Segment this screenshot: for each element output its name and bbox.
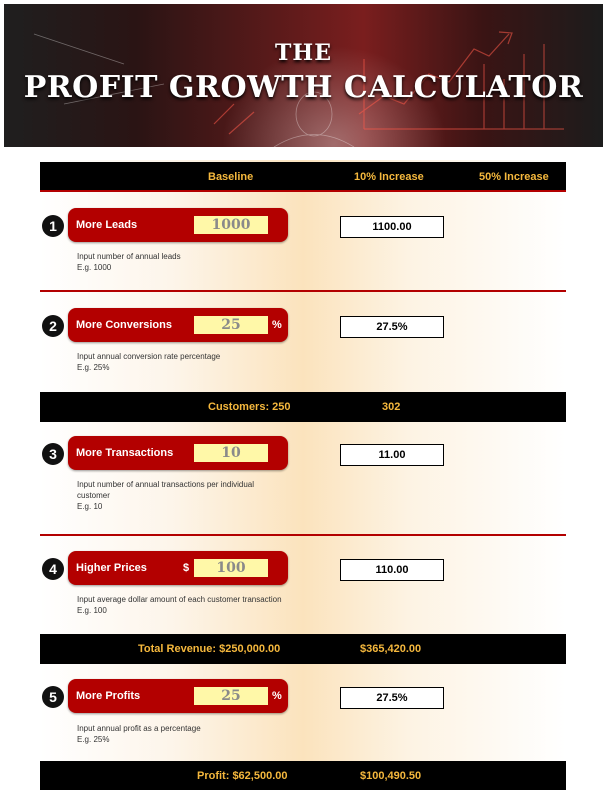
profits-help-line1: Input annual profit as a percentage — [77, 724, 201, 733]
conversions-input[interactable] — [194, 316, 268, 334]
step-number-5: 5 — [42, 686, 64, 708]
conversions-help-line2: E.g. 25% — [77, 363, 110, 372]
leads-help-line2: E.g. 1000 — [77, 263, 112, 272]
transactions-input[interactable] — [194, 444, 268, 462]
profit-baseline: Profit: $62,500.00 — [197, 769, 288, 782]
divider — [40, 290, 566, 292]
conversions-help — [77, 351, 220, 373]
header-50-increase: 50% Increase — [479, 171, 549, 183]
prices-label: Higher Prices — [76, 562, 147, 574]
conversions-percent-unit: % — [272, 319, 282, 331]
step-number-3: 3 — [42, 443, 64, 465]
profit-10-increase: $100,490.50 — [360, 769, 422, 782]
transactions-label: More Transactions — [76, 447, 174, 459]
profits-percent-unit: % — [272, 690, 282, 702]
column-header-bar — [40, 162, 566, 192]
step-number-2: 2 — [42, 315, 64, 337]
leads-input-pill — [68, 208, 288, 242]
conversions-input-pill — [68, 308, 288, 342]
header-baseline: Baseline — [208, 171, 254, 183]
prices-input-pill — [68, 551, 288, 585]
customers-total-bar — [40, 392, 566, 422]
leads-input[interactable] — [194, 216, 268, 234]
revenue-baseline: Total Revenue: $250,000.00 — [138, 643, 281, 655]
step-number-4: 4 — [42, 558, 64, 580]
conversions-help-line1: Input annual conversion rate percentage — [77, 352, 221, 361]
customers-10-increase: 302 — [382, 401, 401, 413]
revenue-total-bar — [40, 634, 566, 664]
prices-result-10: 110.00 — [340, 559, 444, 581]
prices-dollar-prefix: $ — [183, 562, 190, 574]
profit-total-bar — [40, 761, 566, 790]
conversions-label: More Conversions — [76, 319, 172, 331]
prices-input[interactable] — [194, 559, 268, 577]
revenue-10-increase: $365,420.00 — [360, 643, 422, 655]
profits-label: More Profits — [76, 690, 141, 702]
transactions-result-10: 11.00 — [340, 444, 444, 466]
transactions-input-pill — [68, 436, 288, 470]
prices-help — [77, 594, 282, 616]
transactions-help — [77, 479, 327, 512]
transactions-help-line1: Input number of annual transactions per individual — [77, 480, 254, 489]
header-banner — [4, 4, 603, 147]
leads-help — [77, 251, 181, 273]
divider — [40, 534, 566, 536]
banner-title-line1: THE — [275, 40, 332, 66]
conversions-result-10: 27.5% — [340, 316, 444, 338]
transactions-help-line3: E.g. 10 — [77, 502, 103, 511]
calculator-panel — [40, 160, 566, 790]
profits-input[interactable] — [194, 687, 268, 705]
profits-result-10: 27.5% — [340, 687, 444, 709]
prices-help-line1: Input average dollar amount of each customer transaction — [77, 595, 282, 604]
leads-help-line1: Input number of annual leads — [77, 252, 181, 261]
prices-help-line2: E.g. 100 — [77, 606, 107, 615]
banner-title-line2: PROFIT GROWTH CALCULATOR — [23, 70, 584, 105]
profits-input-pill — [68, 679, 288, 713]
transactions-help-line2: customer — [77, 491, 110, 500]
divider — [40, 190, 566, 192]
step-number-1: 1 — [42, 215, 64, 237]
customers-baseline: Customers: 250 — [208, 401, 291, 413]
profits-help — [77, 723, 201, 745]
profits-help-line2: E.g. 25% — [77, 735, 110, 744]
header-10-increase: 10% Increase — [354, 171, 424, 183]
leads-result-10: 1100.00 — [340, 216, 444, 238]
leads-label: More Leads — [76, 219, 138, 231]
